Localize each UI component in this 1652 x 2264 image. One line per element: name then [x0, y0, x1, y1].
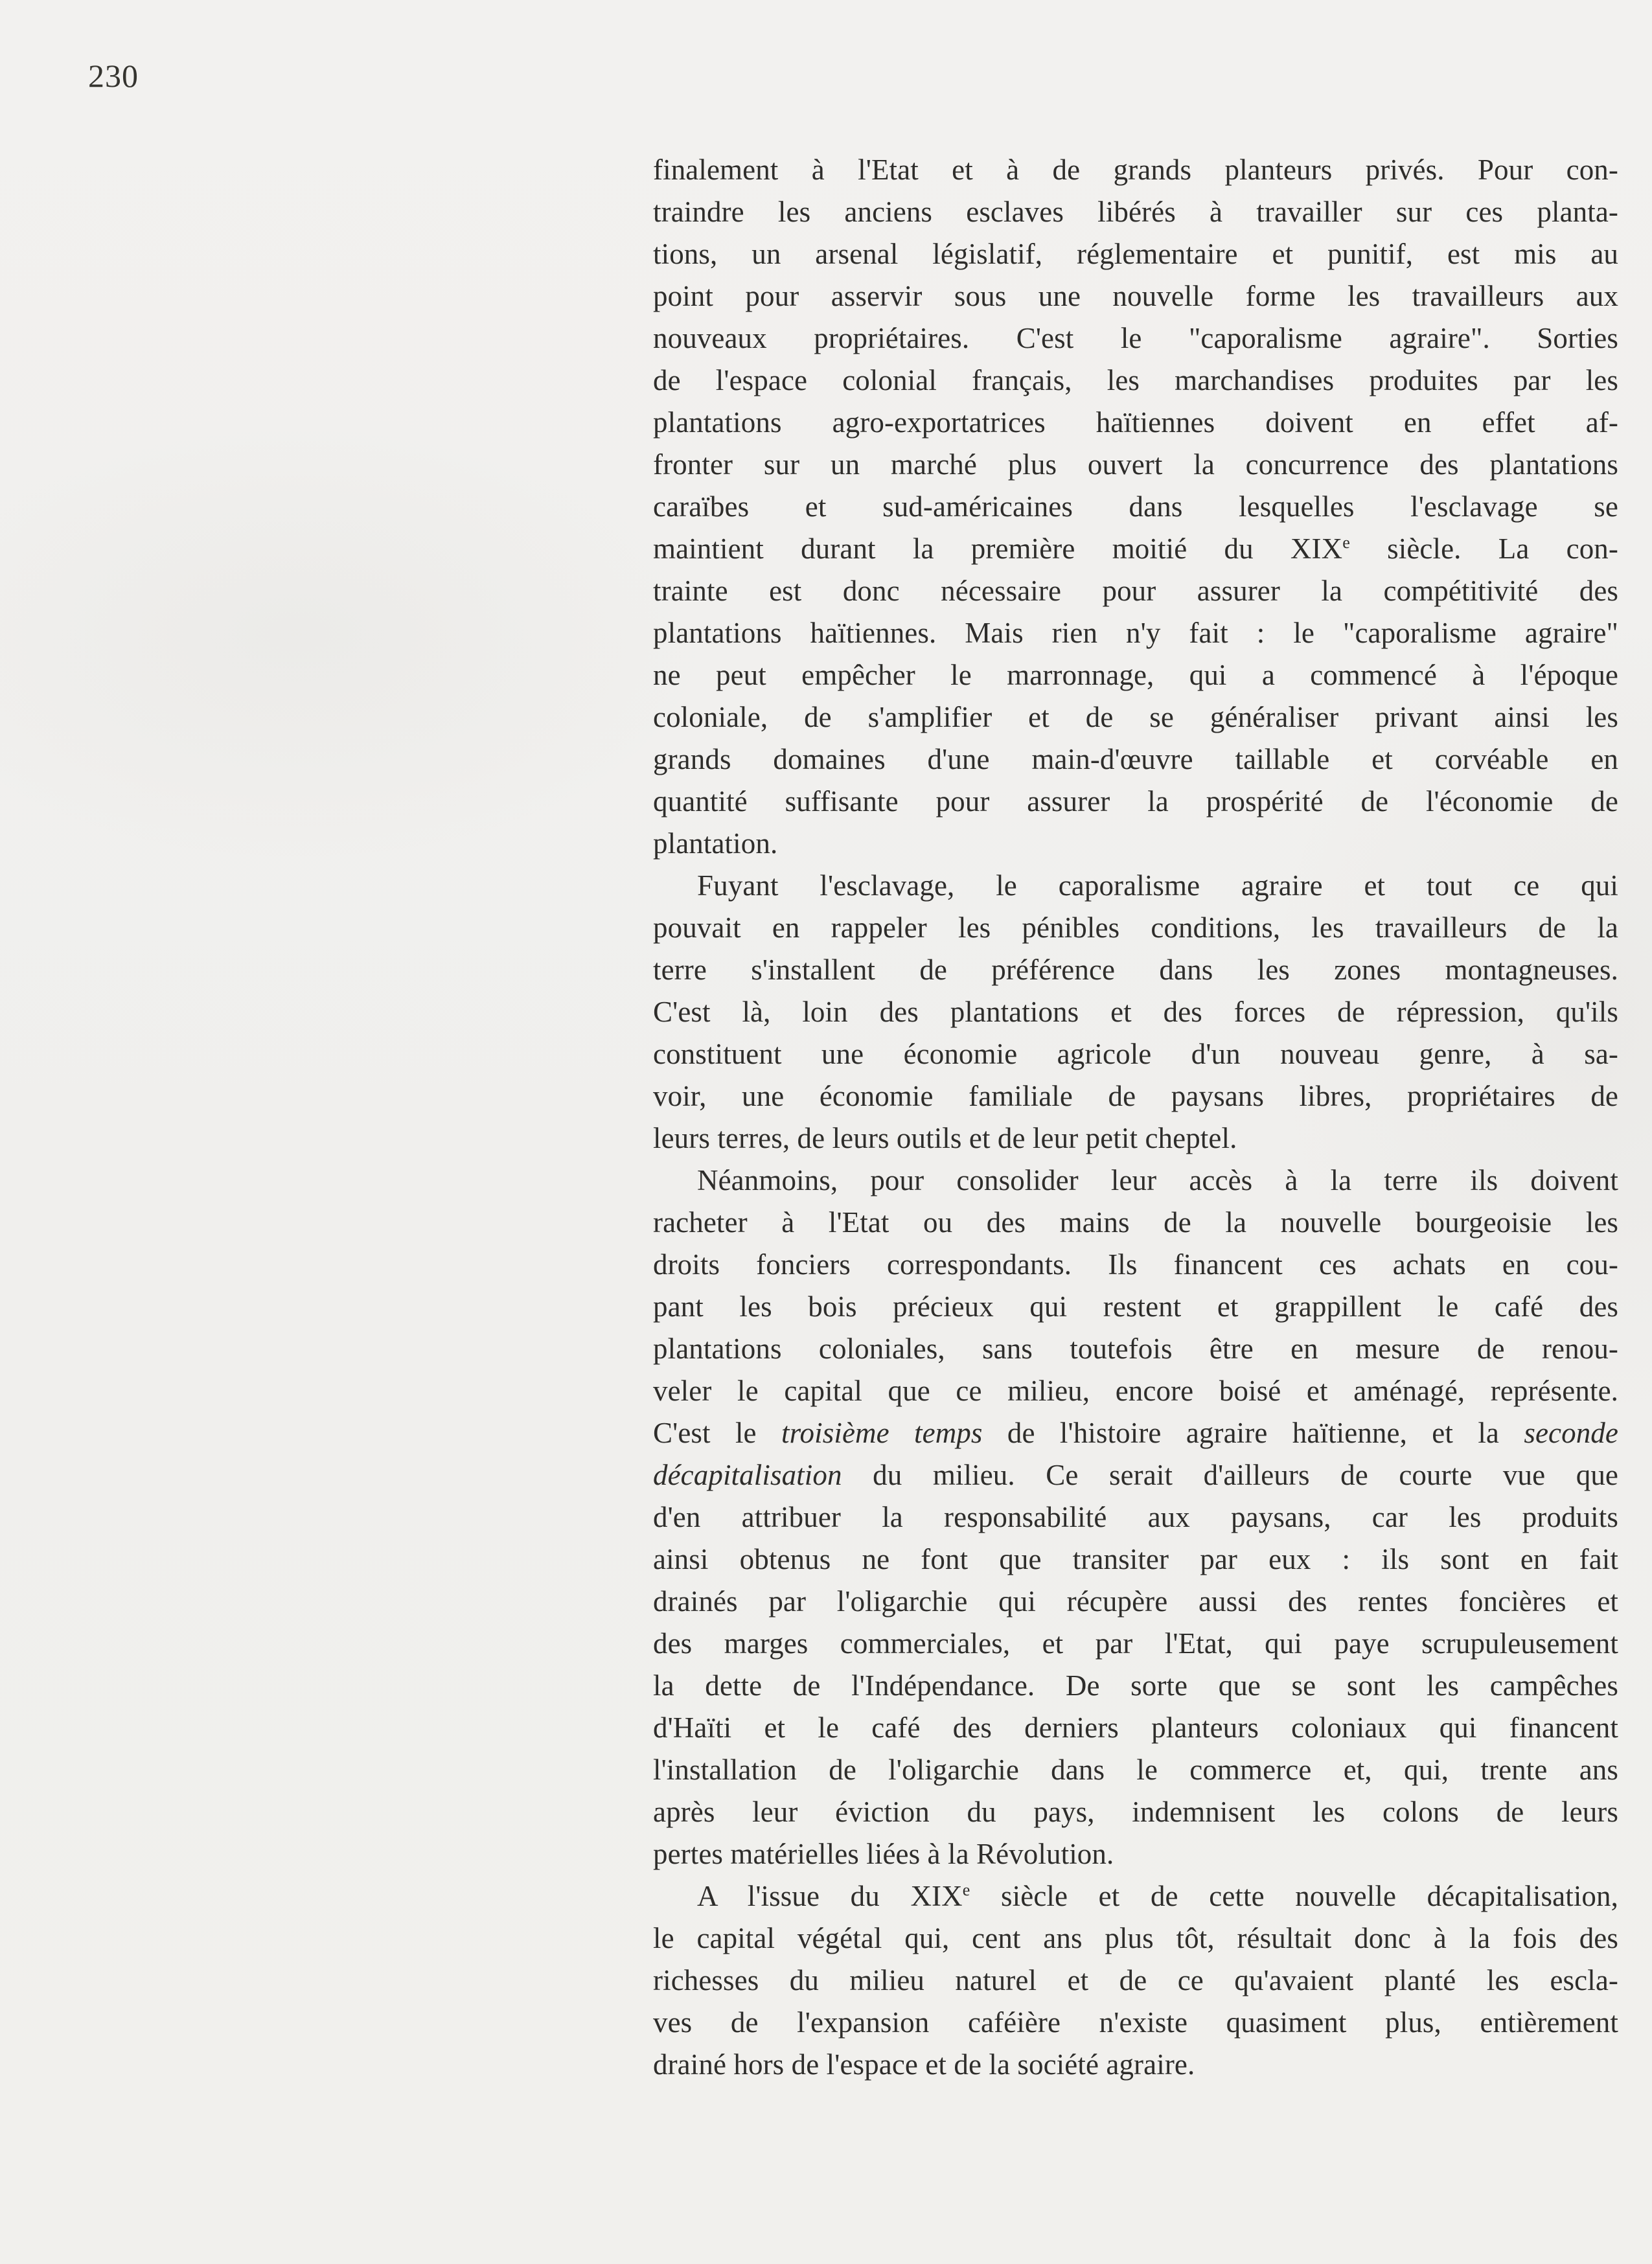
text-segment: Néanmoins, pour consolider leur accès à la terre ils doivent [697, 1164, 1618, 1196]
superscript-text: e [962, 1881, 970, 1899]
text-line [653, 865, 1618, 907]
text-line [653, 1875, 1618, 1917]
text-column [653, 149, 1618, 2086]
text-segment: finalement à l'Etat et à de grands planteurs privés. Pour con- [653, 154, 1618, 186]
text-segment: pertes matérielles liées à la Révolution. [653, 1838, 1114, 1870]
text-segment: droits fonciers correspondants. Ils financent ces achats en cou- [653, 1248, 1618, 1281]
text-line [653, 360, 1618, 402]
italic-text: troisième temps [781, 1417, 983, 1449]
text-line [653, 233, 1618, 275]
text-line [653, 1412, 1618, 1454]
italic-text: décapitalisation [653, 1459, 842, 1491]
text-line [653, 486, 1618, 528]
text-line [653, 1286, 1618, 1328]
text-segment: plantations haïtiennes. Mais rien n'y fait : le "caporalisme agraire" [653, 617, 1618, 649]
text-line [653, 2044, 1618, 2086]
text-line [653, 696, 1618, 738]
text-line [653, 738, 1618, 781]
text-segment: point pour asservir sous une nouvelle forme les travailleurs aux [653, 280, 1618, 312]
text-line [653, 1117, 1618, 1160]
paragraph [653, 149, 1618, 865]
text-line [653, 654, 1618, 696]
text-segment: richesses du milieu naturel et de ce qu'avaient planté les escla- [653, 1964, 1618, 1996]
text-segment: caraïbes et sud-américaines dans lesquelles l'esclavage se [653, 490, 1618, 523]
italic-text: seconde [1524, 1417, 1618, 1449]
text-segment: C'est le [653, 1417, 781, 1449]
text-segment: traindre les anciens esclaves libérés à travailler sur ces planta- [653, 196, 1618, 228]
text-segment: tions, un arsenal législatif, réglementaire et punitif, est mis au [653, 238, 1618, 270]
text-segment: veler le capital que ce milieu, encore boisé et aménagé, représente. [653, 1375, 1618, 1407]
paragraph [653, 1875, 1618, 2086]
text-segment: fronter sur un marché plus ouvert la concurrence des plantations [653, 448, 1618, 481]
text-segment: le capital végétal qui, cent ans plus tôt, résultait donc à la fois des [653, 1922, 1618, 1954]
text-line [653, 907, 1618, 949]
text-segment: nouveaux propriétaires. C'est le "caporalisme agraire". Sorties [653, 322, 1618, 354]
text-segment: leurs terres, de leurs outils et de leur petit cheptel. [653, 1122, 1237, 1154]
text-line [653, 149, 1618, 191]
text-segment: ves de l'expansion caféière n'existe quasiment plus, entièrement [653, 2006, 1618, 2039]
text-segment: drainé hors de l'espace et de la société agraire. [653, 2048, 1195, 2081]
text-line [653, 1623, 1618, 1665]
text-segment: des marges commerciales, et par l'Etat, qui paye scrupuleusement [653, 1627, 1618, 1660]
text-line [653, 191, 1618, 233]
text-segment: pouvait en rappeler les pénibles conditions, les travailleurs de la [653, 911, 1618, 944]
page-number: 230 [88, 58, 139, 94]
text-line [653, 781, 1618, 823]
text-line [653, 1202, 1618, 1244]
text-line [653, 528, 1618, 570]
text-segment: ne peut empêcher le marronnage, qui a commencé à l'époque [653, 659, 1618, 691]
text-line [653, 1538, 1618, 1581]
text-segment: constituent une économie agricole d'un nouveau genre, à sa- [653, 1038, 1618, 1070]
text-segment: siècle et de cette nouvelle décapitalisation, [970, 1880, 1618, 1912]
text-line [653, 1160, 1618, 1202]
text-segment: pant les bois précieux qui restent et grappillent le café des [653, 1290, 1618, 1323]
text-line [653, 570, 1618, 612]
text-line [653, 1454, 1618, 1496]
text-line [653, 1960, 1618, 2002]
paragraph [653, 1160, 1618, 1875]
text-line [653, 991, 1618, 1033]
text-line [653, 1370, 1618, 1412]
text-segment: du milieu. Ce serait d'ailleurs de courte vue que [842, 1459, 1618, 1491]
text-line [653, 1033, 1618, 1075]
text-segment: drainés par l'oligarchie qui récupère aussi des rentes foncières et [653, 1585, 1618, 1618]
text-line [653, 1833, 1618, 1875]
text-segment: quantité suffisante pour assurer la prospérité de l'économie de [653, 785, 1618, 818]
text-segment: après leur éviction du pays, indemnisent les colons de leurs [653, 1796, 1618, 1828]
text-segment: plantations coloniales, sans toutefois être en mesure de renou- [653, 1332, 1618, 1365]
text-line [653, 1665, 1618, 1707]
text-line [653, 949, 1618, 991]
text-segment: l'installation de l'oligarchie dans le commerce et, qui, trente ans [653, 1754, 1618, 1786]
text-segment: ainsi obtenus ne font que transiter par eux : ils sont en fait [653, 1543, 1618, 1575]
superscript-text: e [1342, 533, 1350, 552]
text-segment: maintient durant la première moitié du XIX [653, 532, 1343, 565]
text-line [653, 1791, 1618, 1833]
text-segment: siècle. La con- [1349, 532, 1618, 565]
text-segment: trainte est donc nécessaire pour assurer la compétitivité des [653, 575, 1618, 607]
text-line [653, 1244, 1618, 1286]
text-line [653, 402, 1618, 444]
text-segment: C'est là, loin des plantations et des forces de répression, qu'ils [653, 996, 1618, 1028]
text-line [653, 317, 1618, 360]
text-line [653, 1496, 1618, 1538]
text-segment: Fuyant l'esclavage, le caporalisme agraire et tout ce qui [697, 869, 1618, 902]
text-line [653, 2002, 1618, 2044]
text-line [653, 275, 1618, 317]
text-line [653, 1581, 1618, 1623]
text-line [653, 1749, 1618, 1791]
text-line [653, 1075, 1618, 1117]
text-segment: d'en attribuer la responsabilité aux paysans, car les produits [653, 1501, 1618, 1533]
text-line [653, 612, 1618, 654]
text-segment: voir, une économie familiale de paysans libres, propriétaires de [653, 1080, 1618, 1112]
text-line [653, 1707, 1618, 1749]
text-segment: coloniale, de s'amplifier et de se généraliser privant ainsi les [653, 701, 1618, 733]
text-segment: d'Haïti et le café des derniers planteurs coloniaux qui financent [653, 1711, 1618, 1744]
paragraph [653, 865, 1618, 1160]
text-segment: racheter à l'Etat ou des mains de la nouvelle bourgeoisie les [653, 1206, 1618, 1239]
text-segment: grands domaines d'une main-d'œuvre taillable et corvéable en [653, 743, 1618, 775]
text-segment: A l'issue du XIX [697, 1880, 963, 1912]
text-segment: la dette de l'Indépendance. De sorte que se sont les campêches [653, 1669, 1618, 1702]
text-line [653, 444, 1618, 486]
text-segment: plantations agro-exportatrices haïtiennes doivent en effet af- [653, 406, 1618, 439]
text-line [653, 1917, 1618, 1960]
text-segment: plantation. [653, 827, 778, 860]
text-segment: de l'espace colonial français, les marchandises produites par les [653, 364, 1618, 396]
text-segment: terre s'installent de préférence dans les zones montagneuses. [653, 954, 1618, 986]
text-line [653, 823, 1618, 865]
text-segment: de l'histoire agraire haïtienne, et la [982, 1417, 1524, 1449]
text-line [653, 1328, 1618, 1370]
